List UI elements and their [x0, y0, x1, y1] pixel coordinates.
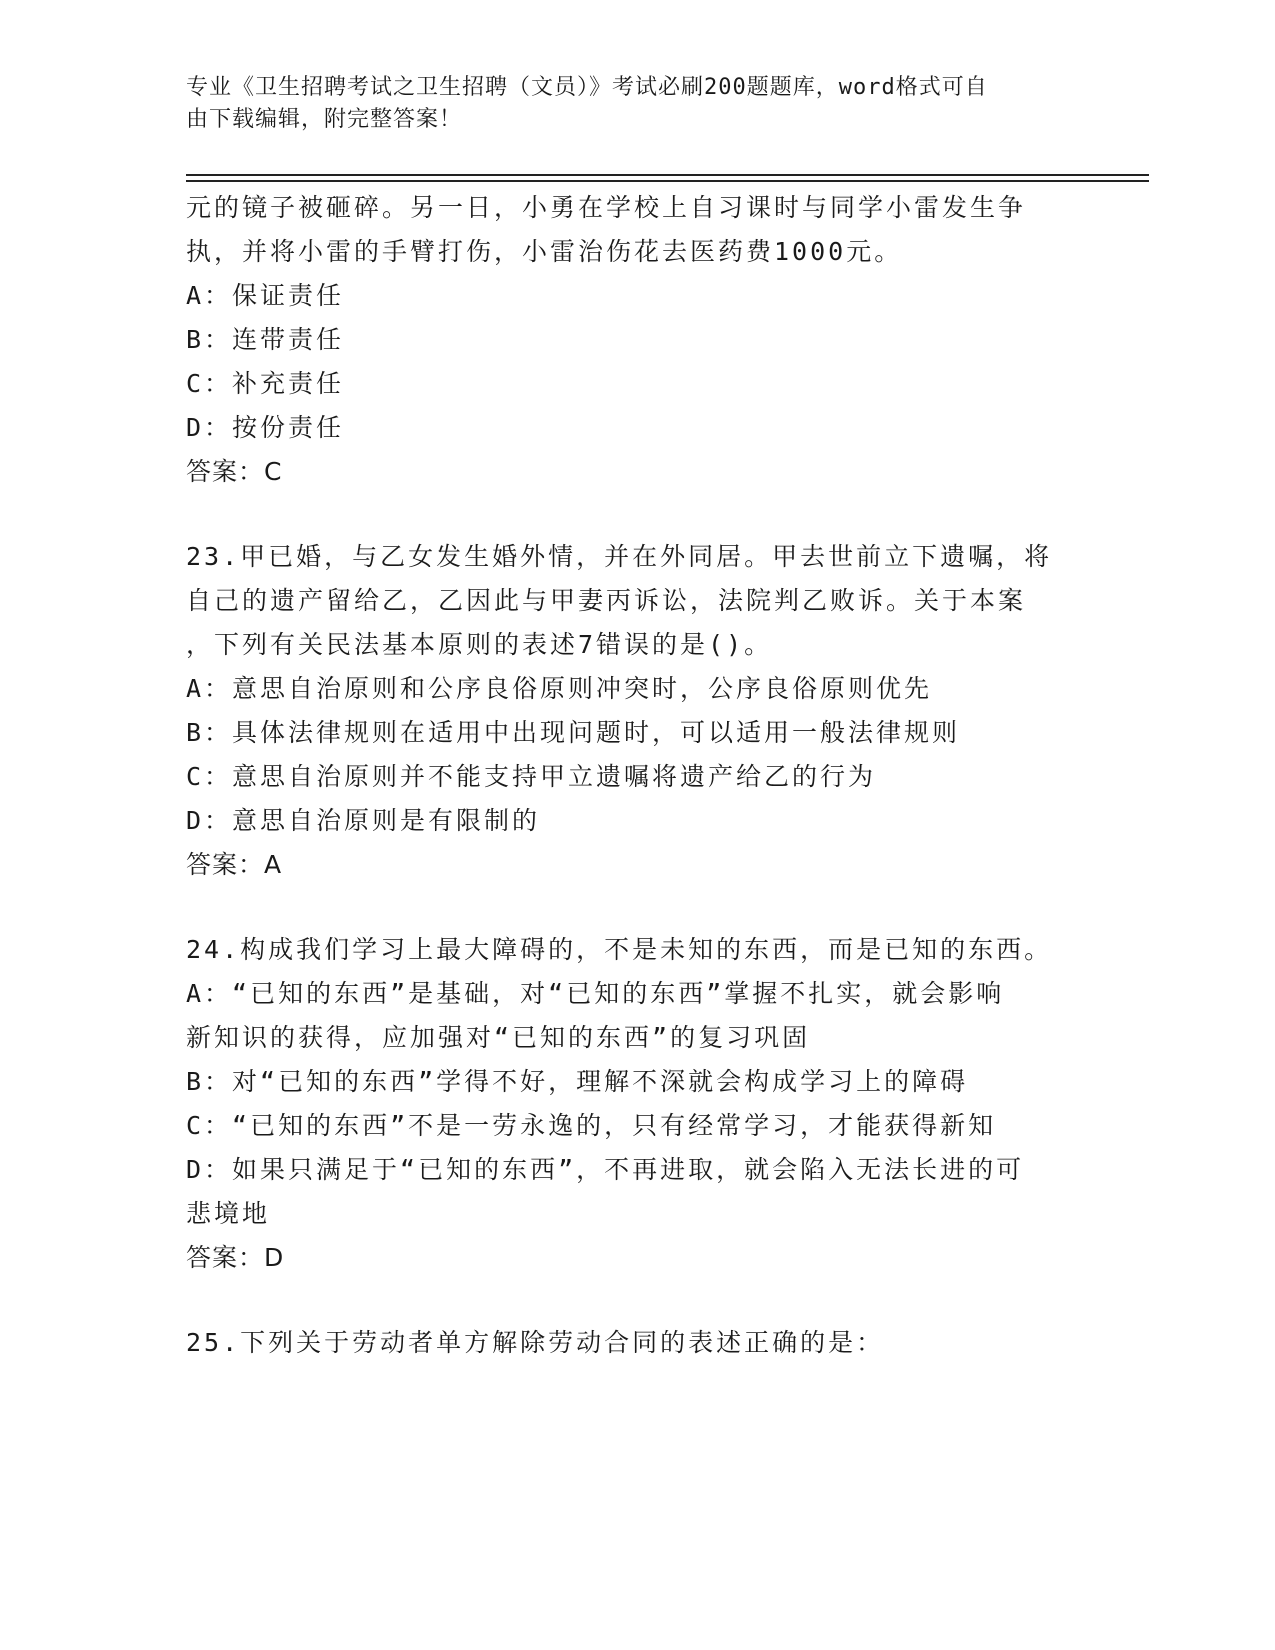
q23-stem-line-1: 23.甲已婚，与乙女发生婚外情，并在外同居。甲去世前立下遗嘱，将: [186, 542, 1053, 571]
q23-option-c: C：意思自治原则并不能支持甲立遗嘱将遗产给乙的行为: [186, 762, 877, 791]
header-title-line-2: 由下载编辑，附完整答案！: [186, 107, 463, 132]
q22-option-c: C：补充责任: [186, 369, 345, 398]
q22-stem-line-1: 元的镜子被砸碎。另一日，小勇在学校上自习课时与同学小雷发生争: [186, 193, 1027, 222]
q24-option-b: B：对“已知的东西”学得不好，理解不深就会构成学习上的障碍: [186, 1067, 969, 1096]
q22-option-a: A：保证责任: [186, 281, 345, 310]
q24-stem-line-1: 24.构成我们学习上最大障碍的，不是未知的东西，而是已知的东西。: [186, 935, 1053, 964]
q23-answer: 答案：A: [186, 850, 283, 879]
q23-stem-line-2: 自己的遗产留给乙，乙因此与甲妻丙诉讼，法院判乙败诉。关于本案: [186, 586, 1027, 615]
q24-option-a-line-2: 新知识的获得，应加强对“已知的东西”的复习巩固: [186, 1023, 811, 1052]
q23-option-b: B：具体法律规则在适用中出现问题时，可以适用一般法律规则: [186, 718, 961, 747]
q23-stem-line-3: ，下列有关民法基本原则的表述7错误的是()。: [186, 630, 773, 659]
header-title-line-1: 专业《卫生招聘考试之卫生招聘（文员）》考试必刷200题题库，word格式可自: [186, 75, 988, 100]
header-divider-top: [186, 174, 1149, 176]
q24-option-d-line-1: D：如果只满足于“已知的东西”，不再进取，就会陷入无法长进的可: [186, 1155, 1025, 1184]
q22-stem-line-2: 执，并将小雷的手臂打伤，小雷治伤花去医药费1000元。: [186, 237, 903, 266]
header-divider-bottom: [186, 180, 1149, 182]
q22-answer: 答案：C: [186, 457, 283, 486]
q22-option-b: B：连带责任: [186, 325, 345, 354]
q24-option-c: C：“已知的东西”不是一劳永逸的，只有经常学习，才能获得新知: [186, 1111, 997, 1140]
q24-answer: 答案：D: [186, 1243, 285, 1272]
q24-option-d-line-2: 悲境地: [186, 1199, 271, 1228]
q23-option-a: A：意思自治原则和公序良俗原则冲突时，公序良俗原则优先: [186, 674, 933, 703]
q25-stem-line-1: 25.下列关于劳动者单方解除劳动合同的表述正确的是：: [186, 1328, 885, 1357]
document-header: [186, 72, 1066, 136]
q24-option-a-line-1: A：“已知的东西”是基础，对“已知的东西”掌握不扎实，就会影响: [186, 979, 1005, 1008]
q22-option-d: D：按份责任: [186, 413, 345, 442]
q23-option-d: D：意思自治原则是有限制的: [186, 806, 541, 835]
